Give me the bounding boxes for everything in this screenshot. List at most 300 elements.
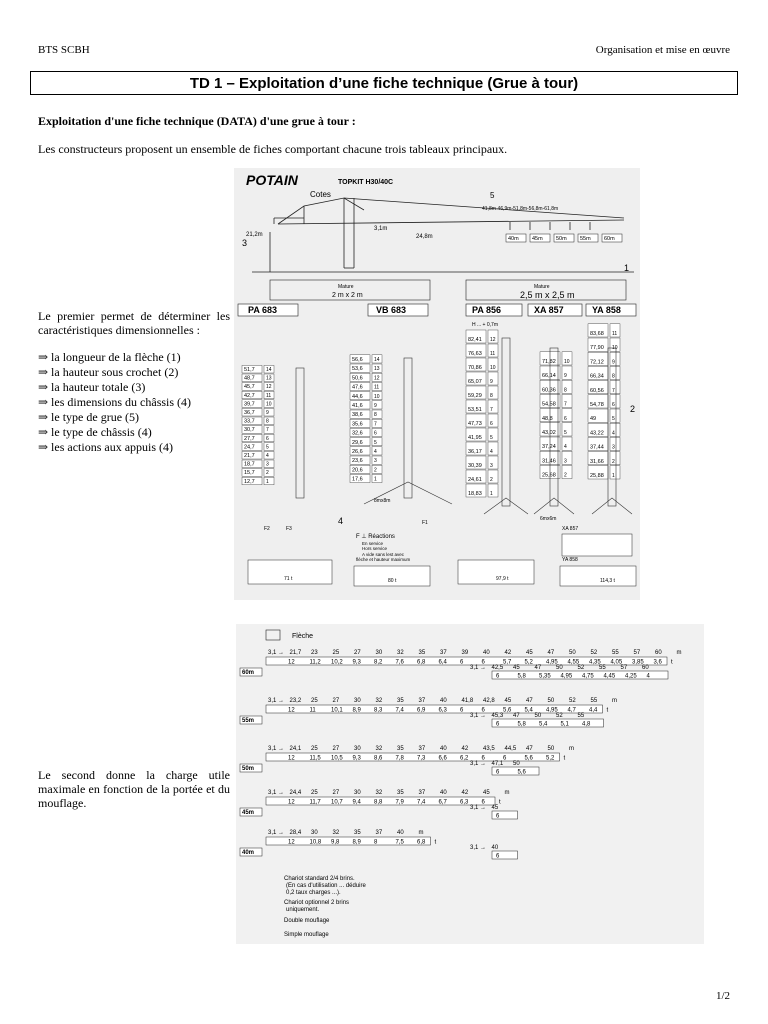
reaction-value: 97,9 t bbox=[496, 576, 509, 582]
section-number: 10 bbox=[374, 393, 380, 400]
height-value: 45,7 bbox=[244, 384, 255, 391]
reach-value: 32 bbox=[332, 830, 340, 836]
load-value: 6,4 bbox=[438, 659, 447, 666]
section-number: 2 bbox=[490, 477, 493, 483]
section-number: 1 bbox=[490, 491, 493, 497]
reach-value: 35 bbox=[397, 698, 404, 704]
section-number: 1 bbox=[266, 478, 269, 485]
load-value: 4,45 bbox=[603, 673, 616, 680]
reach-value: 45 bbox=[491, 805, 499, 811]
section-number: 3 bbox=[374, 458, 377, 465]
section-number: 14 bbox=[266, 367, 272, 373]
load-rows bbox=[240, 650, 682, 860]
section-number: 10 bbox=[490, 365, 496, 371]
legend-chariot: Chariot standard 2/4 brins. bbox=[284, 876, 355, 882]
load-value: 6,8 bbox=[417, 839, 426, 846]
reach-value: 3,1 → bbox=[268, 746, 285, 752]
section-number: 6 bbox=[374, 430, 377, 437]
reach-value: 3,1 → bbox=[268, 650, 285, 656]
second-paragraph: Le second donne la charge utile maximale en fonction de la portée et du mouflage. bbox=[38, 768, 230, 810]
load-value: 6,9 bbox=[417, 707, 426, 714]
load-value: 4,7 bbox=[567, 707, 576, 714]
section-number: 4 bbox=[612, 430, 615, 437]
boom-length-label: 40m bbox=[242, 850, 255, 856]
load-value: 6 bbox=[496, 769, 500, 776]
reach-value: 24,1 bbox=[289, 746, 302, 752]
reach-value: 45 bbox=[483, 790, 490, 796]
load-value: 8,8 bbox=[374, 799, 383, 806]
height-value: 30,39 bbox=[468, 463, 482, 469]
legend-chariot-note: (En cas d'utilisation ... déduire bbox=[286, 883, 366, 889]
mast-drawings bbox=[296, 338, 632, 514]
jib-icon bbox=[266, 630, 280, 640]
reach-value: 25 bbox=[311, 698, 318, 704]
load-value: 4,35 bbox=[589, 659, 601, 666]
load-value: 6,2 bbox=[460, 755, 469, 762]
section-number: 9 bbox=[612, 359, 615, 366]
load-value: 4,05 bbox=[610, 659, 623, 666]
section-number: 7 bbox=[266, 427, 269, 434]
load-value: 6 bbox=[496, 813, 500, 820]
reach-value: 3,1 → bbox=[268, 790, 285, 796]
reach-value: 32 bbox=[375, 746, 383, 752]
height-value: 48,7 bbox=[244, 375, 255, 382]
reach-value: 28,4 bbox=[289, 830, 302, 836]
load-value: 6 bbox=[481, 755, 485, 762]
load-value: 4,75 bbox=[582, 673, 594, 680]
section-number: 2 bbox=[266, 470, 269, 477]
legend-optional: Chariot optionnel 2 brins bbox=[284, 900, 350, 906]
load-value: 5,8 bbox=[517, 673, 526, 680]
legend-simple: Simple mouflage bbox=[284, 932, 329, 938]
reach-value: 52 bbox=[590, 650, 598, 656]
section-number: 9 bbox=[490, 379, 493, 385]
reach-value: 45 bbox=[526, 650, 533, 656]
reach-value: 3,1 → bbox=[268, 698, 285, 704]
reach-value: 3,1 → bbox=[470, 805, 487, 811]
section-number: 12 bbox=[266, 384, 272, 391]
reach-value: 45 bbox=[504, 698, 512, 704]
bullet-item: ⇒ les dimensions du châssis (4) bbox=[38, 395, 192, 409]
load-value: 12 bbox=[288, 659, 295, 666]
section-number: 13 bbox=[266, 375, 272, 382]
reach-value: 47 bbox=[513, 713, 520, 719]
height-value: 56,6 bbox=[352, 357, 363, 363]
reach-value: 41,8 bbox=[461, 698, 474, 704]
height-value: 83,68 bbox=[590, 331, 604, 337]
load-value: 12 bbox=[288, 707, 295, 714]
load-value: 4,55 bbox=[567, 659, 580, 666]
section-number: 5 bbox=[612, 416, 615, 423]
first-paragraph: Le premier permet de déterminer les caractéristiques dimensionnelles : bbox=[38, 309, 230, 337]
height-value: 38,6 bbox=[352, 412, 363, 419]
height-value: 31,46 bbox=[542, 458, 556, 465]
load-value: 6 bbox=[460, 707, 464, 714]
reactions-note2: flèche et hauteur maximum bbox=[356, 557, 411, 562]
jib-50: 50m bbox=[556, 236, 567, 242]
dim-jib: 24,8m bbox=[416, 234, 433, 240]
base-2x2: 2 m x 2 m bbox=[332, 292, 363, 299]
unit-label: m bbox=[418, 830, 424, 836]
intro-text: Les constructeurs proposent un ensemble de fiches comportant chacune trois tableaux principaux. bbox=[38, 142, 508, 156]
load-value: 6 bbox=[460, 659, 464, 666]
section-number: 8 bbox=[490, 393, 493, 399]
reach-value: 35 bbox=[418, 650, 426, 656]
boom-length-label: 60m bbox=[242, 670, 255, 676]
load-value: 7,5 bbox=[395, 839, 404, 846]
xa857-label: XA 857 bbox=[562, 526, 579, 532]
marker-4: 4 bbox=[338, 516, 344, 526]
reach-value: 50 bbox=[547, 698, 555, 704]
load-value: 3,85 bbox=[632, 659, 644, 666]
height-value: 54,78 bbox=[590, 402, 604, 408]
load-value: 6,6 bbox=[438, 755, 447, 762]
load-value: 5,2 bbox=[524, 659, 533, 666]
section-number: 11 bbox=[612, 331, 618, 337]
reach-value: 52 bbox=[556, 713, 563, 719]
jib-40: 40m bbox=[508, 236, 519, 242]
load-value: 4,8 bbox=[582, 721, 591, 728]
section-number: 11 bbox=[490, 351, 496, 357]
load-value: 7,4 bbox=[395, 707, 404, 714]
load-value: 6 bbox=[481, 799, 485, 806]
marker-1: 1 bbox=[624, 263, 630, 273]
dim-counter: 3,1m bbox=[374, 226, 388, 232]
legend-optional-note: uniquement. bbox=[286, 907, 320, 913]
section-number: 7 bbox=[374, 421, 377, 428]
height-value: 23,6 bbox=[352, 458, 363, 465]
section-number: 6 bbox=[490, 421, 493, 427]
brand-logo: POTAIN bbox=[246, 172, 298, 188]
load-value: 10,1 bbox=[331, 707, 343, 714]
reach-value: 37 bbox=[418, 746, 426, 752]
reach-value: 21,7 bbox=[289, 650, 302, 656]
height-value: 33,7 bbox=[244, 418, 255, 425]
reach-value: 50 bbox=[513, 761, 520, 767]
load-value: 9,3 bbox=[352, 659, 361, 666]
reach-value: 40 bbox=[440, 790, 447, 796]
height-value: 29,6 bbox=[352, 439, 363, 446]
jib-60: 60m bbox=[604, 236, 615, 242]
height-value: 24,61 bbox=[468, 477, 482, 483]
reach-value: 52 bbox=[577, 665, 585, 671]
unit-label: t bbox=[563, 755, 566, 762]
reach-value: 3,1 → bbox=[470, 845, 487, 851]
reach-value: 37 bbox=[440, 650, 447, 656]
crane-model: TOPKIT H30/40C bbox=[338, 179, 394, 186]
section-number: 1 bbox=[374, 476, 377, 483]
load-value: 8,9 bbox=[352, 839, 361, 846]
height-value: 36,17 bbox=[468, 449, 482, 455]
load-value: 10,7 bbox=[331, 799, 343, 806]
load-value: 4,95 bbox=[546, 707, 558, 714]
load-value: 5,4 bbox=[539, 721, 548, 728]
height-value: 66,14 bbox=[542, 373, 556, 380]
unit-label: t bbox=[499, 799, 501, 806]
reach-value: 27 bbox=[354, 650, 361, 656]
load-value: 4,95 bbox=[546, 659, 558, 666]
section-number: 8 bbox=[266, 418, 269, 425]
reach-value: 32 bbox=[397, 650, 404, 656]
load-value: 7,9 bbox=[395, 799, 404, 806]
reach-value: 3,1 → bbox=[268, 830, 285, 836]
reach-value: 45 bbox=[513, 665, 520, 671]
height-value: 42,7 bbox=[244, 392, 255, 399]
section-number: 13 bbox=[374, 366, 380, 373]
height-value: 18,83 bbox=[468, 491, 482, 497]
load-value: 12 bbox=[288, 839, 295, 846]
reach-value: 27 bbox=[332, 790, 340, 796]
reach-value: 42 bbox=[461, 790, 469, 796]
reach-value: 47 bbox=[526, 746, 533, 752]
load-value: 5,8 bbox=[517, 721, 526, 728]
load-value: 6,3 bbox=[460, 799, 469, 806]
section-number: 9 bbox=[564, 373, 567, 380]
section-number: 9 bbox=[266, 410, 269, 416]
section-number: 6 bbox=[564, 415, 567, 422]
mature-label-b: Mature bbox=[534, 284, 550, 290]
section-number: 12 bbox=[374, 375, 380, 382]
height-value: 15,7 bbox=[244, 470, 255, 477]
reach-value: 37 bbox=[375, 830, 383, 836]
chassis-xa857: XA 857 bbox=[534, 305, 564, 315]
reach-value: 42 bbox=[504, 650, 512, 656]
section-number: 6 bbox=[266, 435, 269, 442]
height-value: 54,58 bbox=[542, 401, 556, 408]
load-value: 5,6 bbox=[503, 707, 512, 714]
jib-lengths: 41,8m-46,9m-51,8m-56,8m-61,8m bbox=[482, 206, 559, 212]
reach-value: 42,5 bbox=[491, 665, 504, 671]
height-value: 71,82 bbox=[542, 359, 556, 365]
reach-value: 30 bbox=[375, 650, 383, 656]
load-value: 6 bbox=[496, 853, 500, 860]
section-number: 2 bbox=[612, 458, 615, 465]
reaction-value: 80 t bbox=[388, 578, 397, 584]
load-value: 8,2 bbox=[374, 659, 383, 666]
load-value: 10,8 bbox=[309, 839, 322, 846]
reach-value: 50 bbox=[569, 650, 576, 656]
section-number: 2 bbox=[564, 472, 567, 479]
section-number: 1 bbox=[612, 473, 615, 479]
section-number: 5 bbox=[374, 439, 377, 446]
reach-value: 60 bbox=[655, 650, 662, 656]
reach-value: 50 bbox=[556, 665, 563, 671]
section-number: 3 bbox=[490, 463, 493, 469]
load-value: 8,3 bbox=[374, 707, 383, 714]
chassis-pa683: PA 683 bbox=[248, 305, 278, 315]
reach-value: 40 bbox=[440, 746, 447, 752]
height-value: 24,7 bbox=[244, 444, 255, 451]
height-value: 36,7 bbox=[244, 410, 255, 416]
load-value: 7,6 bbox=[395, 659, 404, 666]
header-right: Organisation et mise en œuvre bbox=[595, 44, 730, 56]
section-number: 7 bbox=[490, 407, 493, 413]
section-number: 14 bbox=[374, 357, 380, 363]
reach-value: 40 bbox=[483, 650, 490, 656]
height-value: 12,7 bbox=[244, 478, 255, 485]
jib-55: 55m bbox=[580, 236, 591, 242]
height-value: 27,7 bbox=[244, 435, 255, 442]
reach-value: 27 bbox=[332, 698, 340, 704]
base-6x6: 6mx6m bbox=[540, 516, 557, 522]
unit-label: m bbox=[569, 746, 574, 752]
reach-value: 25 bbox=[311, 746, 318, 752]
height-value: 41,6 bbox=[352, 403, 363, 409]
reaction-value: 114,3 t bbox=[600, 578, 615, 584]
height-value: 53,6 bbox=[352, 366, 363, 373]
height-value: 43,22 bbox=[590, 430, 604, 437]
reactions-service: En service bbox=[362, 541, 384, 546]
page-title: TD 1 – Exploitation d’une fiche technique (Grue à tour) bbox=[30, 71, 738, 95]
section-number: 5 bbox=[564, 430, 567, 436]
reach-value: 47 bbox=[534, 665, 542, 671]
bullet-item: ⇒ les actions aux appuis (4) bbox=[38, 440, 174, 454]
height-value: 72,12 bbox=[590, 359, 604, 366]
reach-value: 50 bbox=[547, 746, 555, 752]
section-number: 5 bbox=[266, 444, 269, 451]
load-value: 5,6 bbox=[517, 769, 526, 776]
section-number: 4 bbox=[564, 444, 567, 451]
section-number: 4 bbox=[490, 449, 493, 455]
height-value: 21,7 bbox=[244, 453, 255, 459]
unit-label: t bbox=[434, 839, 437, 846]
jib-45: 45m bbox=[532, 236, 543, 242]
reach-value: 60 bbox=[642, 665, 649, 671]
reach-value: 23,2 bbox=[289, 698, 302, 704]
load-value: 5,4 bbox=[524, 707, 533, 714]
legend-chariot-note2: 0,2 taux charges ...). bbox=[286, 890, 341, 896]
height-value: 77,90 bbox=[590, 345, 604, 352]
reach-value: 35 bbox=[397, 746, 404, 752]
section-number: 3 bbox=[612, 444, 615, 451]
reach-value: 32 bbox=[375, 698, 383, 704]
height-tables bbox=[242, 324, 620, 497]
height-value: 26,6 bbox=[352, 449, 363, 455]
crane-datasheet-figure bbox=[234, 168, 640, 600]
reactions-title: F ⊥ Réactions bbox=[356, 534, 395, 540]
load-value: 6 bbox=[496, 721, 500, 728]
height-value: 51,7 bbox=[244, 367, 255, 373]
reach-value: 30 bbox=[311, 830, 318, 836]
unit-label: t bbox=[606, 707, 609, 714]
unit-label: m bbox=[612, 698, 617, 704]
section-number: 7 bbox=[564, 401, 567, 408]
section-number: 5 bbox=[490, 435, 493, 441]
load-value: 5,1 bbox=[560, 721, 569, 728]
load-chart-figure bbox=[236, 624, 704, 944]
fleche-label: Flèche bbox=[292, 633, 314, 640]
reach-value: 50 bbox=[534, 713, 542, 719]
reach-value: 24,4 bbox=[289, 790, 302, 796]
load-chart-svg bbox=[236, 624, 704, 944]
reach-value: 32 bbox=[375, 790, 383, 796]
boom-length-label: 50m bbox=[242, 766, 255, 772]
section-number: 10 bbox=[266, 401, 272, 408]
bullet-item: ⇒ la hauteur sous crochet (2) bbox=[38, 365, 179, 379]
reach-value: 35 bbox=[354, 830, 361, 836]
height-value: 66,34 bbox=[590, 373, 604, 380]
reach-value: 30 bbox=[354, 746, 361, 752]
height-value: 82,41 bbox=[468, 337, 482, 343]
height-value: 20,6 bbox=[352, 467, 363, 474]
load-value: 6,3 bbox=[438, 707, 447, 714]
reach-value: 47,1 bbox=[491, 761, 504, 767]
reach-value: 55 bbox=[577, 713, 585, 719]
chassis-ya858: YA 858 bbox=[592, 305, 621, 315]
reach-value: 44,5 bbox=[504, 746, 517, 752]
bullet-item: ⇒ la hauteur totale (3) bbox=[38, 380, 146, 394]
load-value: 9,4 bbox=[352, 799, 361, 806]
height-value: 17,6 bbox=[352, 476, 363, 483]
reach-value: 3,1 → bbox=[470, 761, 487, 767]
marker-5: 5 bbox=[490, 191, 495, 200]
chassis-pa856: PA 856 bbox=[472, 305, 502, 315]
reach-value: 42,8 bbox=[483, 698, 495, 704]
load-value: 4,95 bbox=[560, 673, 573, 680]
height-value: 48,8 bbox=[542, 415, 553, 422]
section-number: 4 bbox=[266, 453, 269, 459]
reach-value: 40 bbox=[397, 830, 404, 836]
section-number: 10 bbox=[564, 359, 570, 365]
load-value: 5,2 bbox=[546, 755, 555, 762]
height-value: 76,63 bbox=[468, 351, 482, 357]
height-value: 30,7 bbox=[244, 427, 255, 434]
section-number: 8 bbox=[564, 387, 567, 394]
load-value: 7,8 bbox=[395, 755, 404, 762]
bullet-list bbox=[38, 350, 238, 455]
section-number: 6 bbox=[612, 402, 615, 408]
marker-2: 2 bbox=[630, 404, 636, 414]
section-number: 9 bbox=[374, 403, 377, 409]
load-value: 5,7 bbox=[503, 659, 512, 666]
cotes-label: Cotes bbox=[310, 190, 331, 199]
section-heading: Exploitation d'une fiche technique (DATA) d'une grue à tour : bbox=[38, 114, 356, 128]
load-value: 10,2 bbox=[331, 659, 343, 666]
bullet-item: ⇒ la longueur de la flèche (1) bbox=[38, 350, 181, 364]
unit-label: m bbox=[676, 650, 682, 656]
force-f3: F3 bbox=[286, 526, 292, 532]
height-value: 49 bbox=[590, 416, 597, 423]
reach-value: 25 bbox=[311, 790, 318, 796]
reach-value: 47 bbox=[547, 650, 555, 656]
load-value: 11,7 bbox=[309, 799, 321, 806]
reach-value: 37 bbox=[418, 790, 426, 796]
load-value: 4 bbox=[646, 673, 650, 680]
load-value: 7,4 bbox=[417, 799, 426, 806]
load-value: 6 bbox=[481, 707, 485, 714]
height-value: 60,56 bbox=[590, 387, 604, 394]
section-number: 8 bbox=[612, 373, 615, 380]
section-number: 10 bbox=[612, 345, 618, 352]
height-value: 65,07 bbox=[468, 379, 482, 385]
reach-value: 25 bbox=[332, 650, 340, 656]
reach-value: 57 bbox=[633, 650, 641, 656]
reactions-note1: A vide sans lest avec bbox=[362, 552, 405, 557]
mature-label-a: Mature bbox=[338, 284, 354, 290]
height-value: 35,6 bbox=[352, 421, 363, 428]
reaction-value: 71 t bbox=[284, 576, 293, 582]
section-number: 4 bbox=[374, 449, 377, 455]
reactions-hors: Hors service bbox=[362, 546, 388, 551]
height-value: 25,68 bbox=[542, 472, 556, 479]
reach-value: 40 bbox=[491, 845, 499, 851]
height-value: 25,88 bbox=[590, 473, 604, 479]
section-number: 12 bbox=[490, 337, 496, 343]
load-value: 6 bbox=[503, 755, 507, 762]
crane-drawing bbox=[252, 198, 634, 272]
height-value: 31,66 bbox=[590, 458, 604, 465]
force-f1: F1 bbox=[422, 520, 428, 526]
